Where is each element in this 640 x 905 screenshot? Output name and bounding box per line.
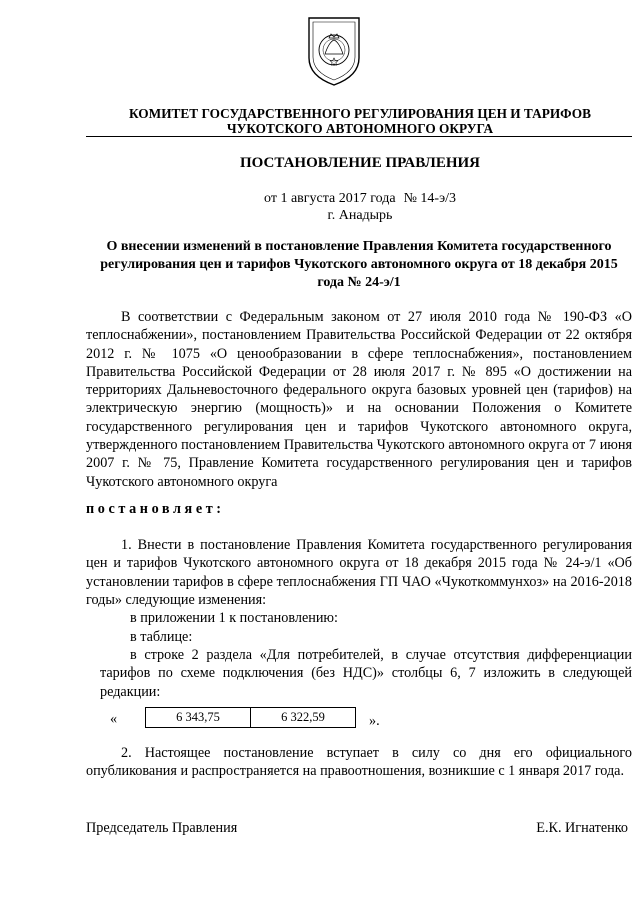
table-cell-col6: 6 343,75 bbox=[146, 708, 251, 728]
chukotka-coat-of-arms-icon bbox=[303, 14, 365, 88]
item-1-paragraph: 1. Внести в постановление Правления Комитета государственного регулирования цен и тарифов Чукотского автономного округа от 18 декабря 2015 года № 24-э/1 «Об установлении тарифов в сфере теплоснабжения ГП ЧАО «Чукоткоммунхоз» на 2016-2018 годы» следующие изменения: bbox=[86, 537, 632, 608]
item-2-paragraph: 2. Настоящее постановление вступает в силу со дня его официального опубликования и распространяется на правоотношения, возникшие с 1 января 2017 года. bbox=[86, 745, 632, 780]
item-1-table-line: в таблице: bbox=[130, 629, 193, 645]
decree-word: постановляет: bbox=[86, 501, 225, 517]
signatory-position: Председатель Правления bbox=[86, 820, 238, 836]
item-1-row-paragraph: в строке 2 раздела «Для потребителей, в случае отсутствия дифференциации тарифов по схеме подключения (без НДС)» столбцы 6, 7 изложить в следующей редакции: bbox=[100, 647, 632, 700]
organization-line-1: КОМИТЕТ ГОСУДАРСТВЕННОГО РЕГУЛИРОВАНИЯ ЦЕН И ТАРИФОВ bbox=[129, 106, 591, 121]
signatory-name: Е.К. Игнатенко bbox=[536, 820, 628, 836]
document-city: г. Анадырь bbox=[327, 208, 393, 223]
organization-name bbox=[80, 106, 640, 136]
quote-open: « bbox=[110, 711, 118, 727]
quote-close: ». bbox=[369, 713, 380, 729]
table-row bbox=[146, 708, 356, 728]
document-number: № 14-э/3 bbox=[403, 191, 456, 206]
preamble-paragraph: В соответствии с Федеральным законом от 27 июля 2010 года № 190-ФЗ «О теплоснабжении», постановлением Правительства Российской Федерации от 22 октября 2012 г. № 1075 «О ценообразовании в сфере теплоснабжения», постановлением Правительства Российской Федерации от 28 июля 2017 г. № 895 «О достижении на территориях Дальневосточного федерального округа базовых уровней цен (тарифов) на электрическую энергию (мощность)» и на основании Положения о Комитете государственного регулирования цен и тарифов Чукотского автономного округа, утвержденного постановлением Правительства Чукотского автономного округа от 7 июня 2007 г. № 75, Правление Комитета государственного регулирования цен и тарифов Чукотского автономного округа bbox=[86, 309, 632, 490]
tariff-values-table bbox=[145, 707, 356, 728]
item-1-annex-line: в приложении 1 к постановлению: bbox=[130, 610, 338, 626]
header-divider bbox=[86, 136, 632, 137]
table-cell-col7: 6 322,59 bbox=[251, 708, 356, 728]
document-date-line bbox=[80, 191, 640, 207]
document-type: ПОСТАНОВЛЕНИЕ ПРАВЛЕНИЯ bbox=[239, 155, 480, 171]
document-date: от 1 августа 2017 года bbox=[264, 191, 396, 206]
document-subject: О внесении изменений в постановление Правления Комитета государственного регулирования цен и тарифов Чукотского автономного округа от 18 декабря 2015 года № 24-э/1 bbox=[100, 239, 618, 290]
organization-line-2: ЧУКОТСКОГО АВТОНОМНОГО ОКРУГА bbox=[226, 121, 494, 136]
